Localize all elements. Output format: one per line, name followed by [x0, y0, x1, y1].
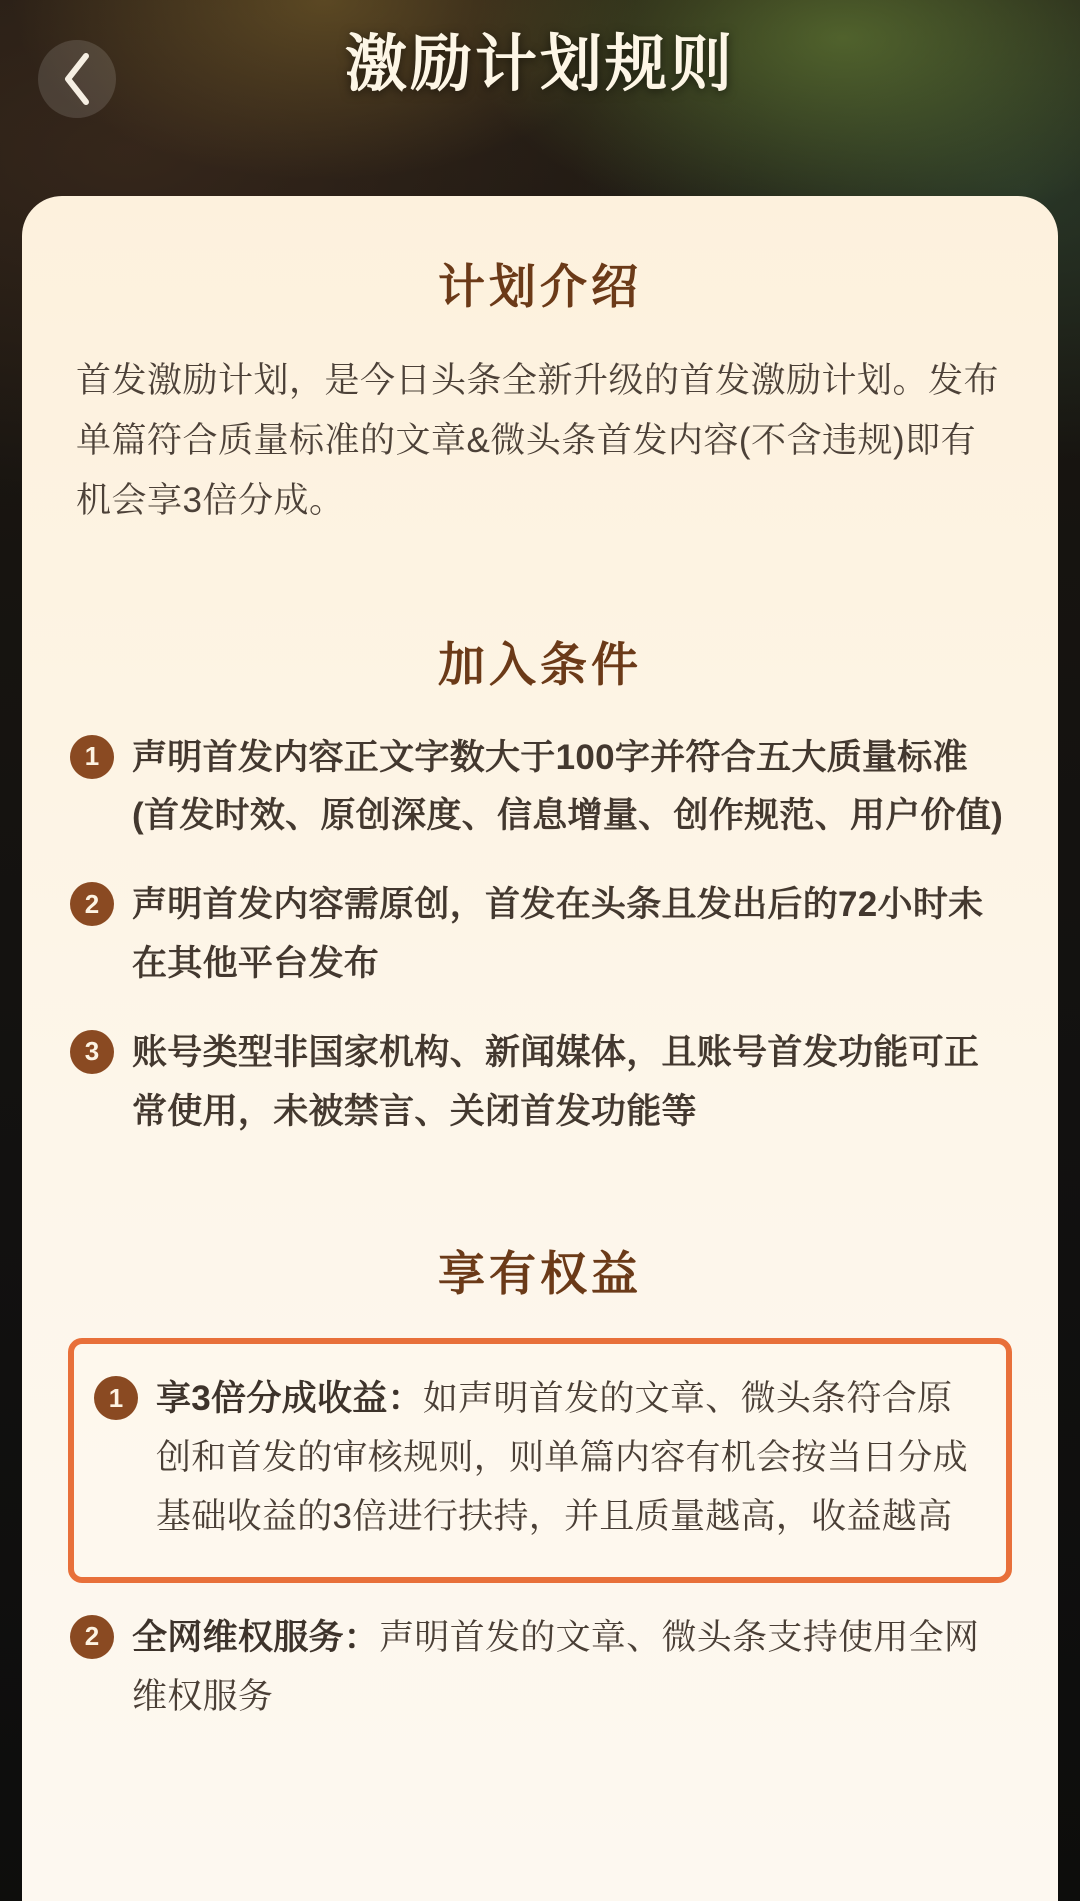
list-item: [94, 1370, 984, 1546]
list-item-number: 2: [70, 882, 114, 926]
page-header: [0, 0, 1080, 175]
list-item: [70, 729, 1010, 847]
section-title-intro: 计划介绍: [438, 260, 642, 315]
intro-paragraph: 首发激励计划，是今日头条全新升级的首发激励计划。发布单篇符合质量标准的文章&微头条首发内容(不含违规)即有机会享3倍分成。: [76, 361, 1000, 521]
list-item: [70, 1024, 1010, 1142]
benefit-body-text: 如声明首发的文章、微头条符合原创和首发的审核规则，则单篇内容有机会按当日分成基础收益的3倍进行扶持，并且质量越高，收益越高: [156, 1379, 968, 1536]
list-item-text: 账号类型非国家机构、新闻媒体，且账号首发功能可正常使用，未被禁言、关闭首发功能等: [132, 1032, 980, 1131]
list-item-number: 3: [70, 1030, 114, 1074]
spacer: [68, 532, 1012, 618]
benefit-lead-label: 全网维权服务：: [132, 1617, 380, 1657]
list-item-number: 1: [94, 1376, 138, 1420]
benefit-lead-label: 享3倍分成收益：: [156, 1379, 423, 1419]
benefit-body-text: 声明首发的文章、微头条支持使用全网维权服务: [132, 1617, 980, 1716]
section-intro: [68, 250, 1012, 532]
conditions-list: [68, 729, 1012, 1142]
rules-card: [22, 196, 1058, 1901]
list-item-text: [156, 1370, 984, 1546]
section-conditions: [68, 628, 1012, 1142]
list-item: [70, 1609, 1010, 1727]
list-item-number: 2: [70, 1615, 114, 1659]
list-item-text: 声明首发内容需原创，首发在头条且发出后的72小时未在其他平台发布: [132, 885, 984, 983]
section-benefits: [68, 1237, 1012, 1726]
benefits-list: [68, 1609, 1012, 1727]
list-item-number: 1: [70, 735, 114, 779]
section-title-conditions: 加入条件: [438, 637, 642, 693]
page-title: 激励计划规则: [344, 27, 735, 100]
list-item: [70, 876, 1010, 994]
section-title-benefits: 享有权益: [438, 1247, 642, 1303]
highlighted-benefit-box: [68, 1338, 1012, 1582]
spacer: [68, 1141, 1012, 1227]
list-item-text: 声明首发内容正文字数大于100字并符合五大质量标准(首发时效、原创深度、信息增量、创作规范、用户价值): [132, 737, 1004, 836]
list-item-text: [132, 1609, 1010, 1727]
